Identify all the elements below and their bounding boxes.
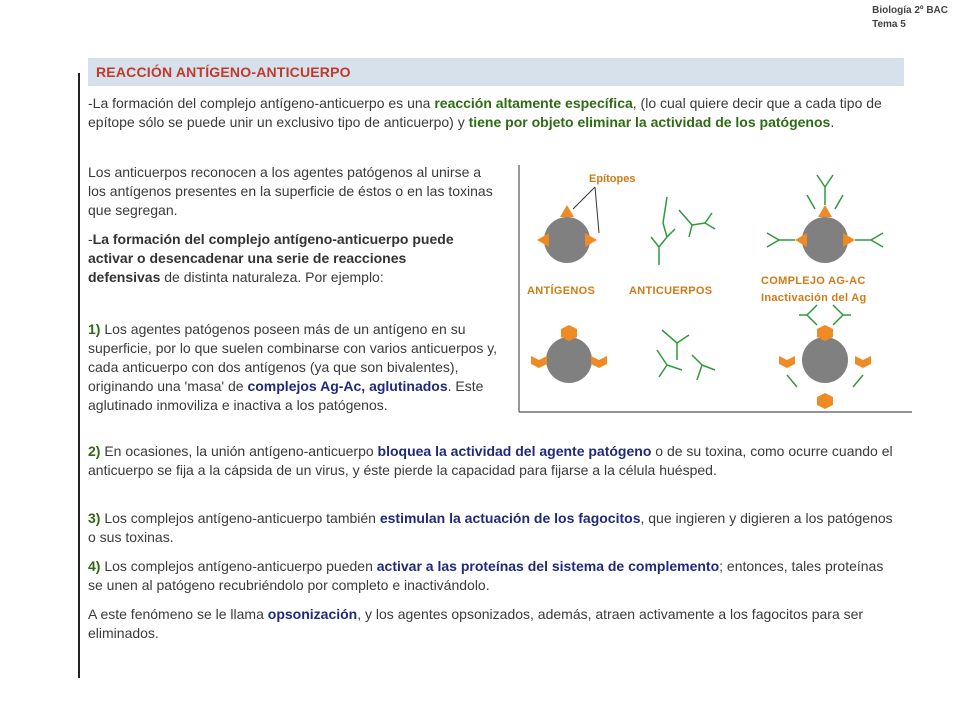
point-4-number: 4) xyxy=(88,558,101,574)
opsonization-term: opsonización xyxy=(267,606,358,622)
point-4-emphasis: activar a las proteínas del sistema de complemento xyxy=(376,558,720,574)
antibody-illustration xyxy=(651,197,715,265)
point-2-text-2: o de su toxina, como ocurre cuando el anticuerpo se fija a la cápsida de un virus, y éste pierde la capacidad para fijarse a la célula huésped. xyxy=(88,443,893,478)
opsonization-text-2: , y los agentes opsonizados, además, atraen activamente a los fagocitos para ser eliminados. xyxy=(88,606,864,641)
paragraph-point-2 xyxy=(88,442,898,480)
point-2-text: En ocasiones, la unión antígeno-anticuerpo xyxy=(100,443,378,459)
course-name: Biología 2º BAC xyxy=(872,5,948,16)
point-1-text-2: . Este aglutinado inmoviliza e inactiva a los patógenos. xyxy=(88,378,484,413)
free-antibodies-illustration xyxy=(657,330,715,380)
complex-agglutinated-illustration xyxy=(779,305,871,409)
label-antibodies: ANTICUERPOS xyxy=(629,285,713,297)
defensive-text: de distinta naturaleza. Por ejemplo: xyxy=(160,269,384,285)
point-1-emphasis: complejos Ag-Ac, aglutinados xyxy=(247,378,448,394)
point-3-text: Los complejos antígeno-anticuerpo también xyxy=(100,510,380,526)
paragraph-intro xyxy=(88,94,888,132)
opsonization-text: A este fenómeno se le llama xyxy=(88,606,268,622)
point-2-number: 2) xyxy=(88,443,101,459)
unit-number: Tema 5 xyxy=(872,19,906,30)
label-antigens: ANTÍGENOS xyxy=(527,285,596,297)
title-bar xyxy=(88,58,904,86)
point-3-number: 3) xyxy=(88,510,101,526)
antigen-antibody-figure xyxy=(517,165,912,413)
intro-text-2: , (lo cual quiere decir que a cada tipo de epítope sólo se puede unir un exclusivo tipo de anticuerpo) y xyxy=(88,95,882,130)
point-4-text-2: ; entonces, tales proteínas se unen al patógeno recubriéndolo por completo e inactivándolo. xyxy=(88,558,884,593)
point-1-text: Los agentes patógenos poseen más de un antígeno en su superficie, por lo que suelen combinarse con varios anticuerpos y, cada anticuerpo con dos antígenos (ya que son bivalentes), originando una 'masa' de xyxy=(88,321,498,394)
point-3-emphasis: estimulan la actuación de los fagocitos xyxy=(379,510,641,526)
point-2-emphasis: bloquea la actividad del agente patógeno xyxy=(377,443,652,459)
intro-text-3: . xyxy=(830,114,835,130)
intro-emphasis-objective: tiene por objeto eliminar la actividad de los patógenos xyxy=(468,114,831,130)
paragraph-recognition xyxy=(88,163,498,220)
label-inactivation: Inactivación del Ag xyxy=(761,292,867,304)
intro-emphasis-specific: reacción altamente específica xyxy=(434,95,633,111)
page-title: REACCIÓN ANTÍGENO-ANTICUERPO xyxy=(96,64,351,80)
defensive-emphasis: La formación del complejo antígeno-anticuerpo puede activar o desencadenar una serie de reacciones defensivas xyxy=(88,231,454,285)
antigen-illustration xyxy=(537,187,599,263)
vertical-rule xyxy=(78,73,80,678)
point-4-text: Los complejos antígeno-anticuerpo pueden xyxy=(100,558,377,574)
complex-illustration xyxy=(767,175,883,263)
paragraph-defensive xyxy=(88,230,463,287)
course-header xyxy=(872,4,948,32)
label-complex: COMPLEJO AG-AC xyxy=(761,275,866,287)
paragraph-point-3 xyxy=(88,509,898,547)
paragraph-point-1 xyxy=(88,320,503,415)
label-epitopes: Epítopes xyxy=(589,173,636,185)
paragraph-opsonization xyxy=(88,605,898,643)
point-3-text-2: , que ingieren y digieren a los patógenos o sus toxinas. xyxy=(88,510,893,545)
intro-text: -La formación del complejo antígeno-anticuerpo es una xyxy=(88,95,435,111)
paragraph-point-4 xyxy=(88,557,898,595)
defensive-dash: - xyxy=(88,231,93,247)
recognition-text: Los anticuerpos reconocen a los agentes patógenos al unirse a los antígenos presentes en la superficie de éstos o en las toxinas que segregan. xyxy=(88,164,493,218)
point-1-number: 1) xyxy=(88,321,101,337)
agglutinated-antigen-illustration xyxy=(531,325,607,383)
